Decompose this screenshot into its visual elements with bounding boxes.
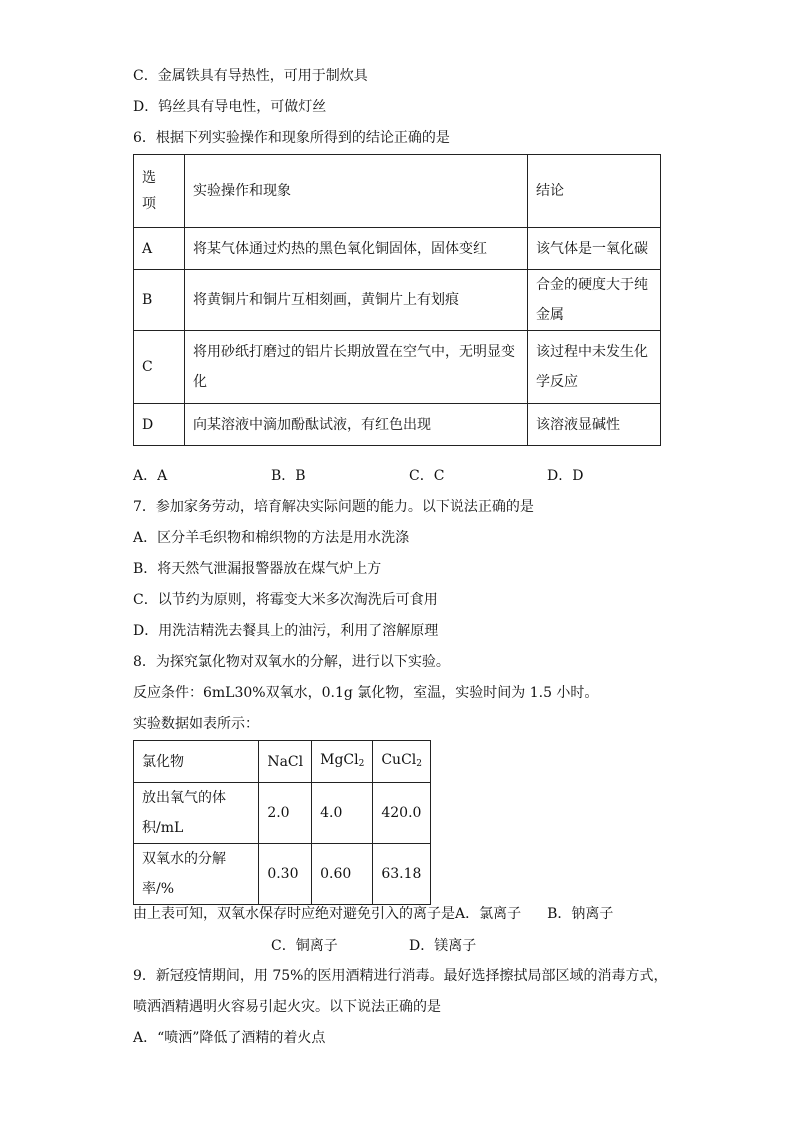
q8-table xyxy=(133,740,431,905)
q8-option-d[interactable]: D．镁离子 xyxy=(409,938,477,954)
table-row xyxy=(134,331,661,404)
q8-stem: 8．为探究氯化物对双氧水的分解，进行以下实验。 xyxy=(133,654,450,670)
option-c-line: C．金属铁具有导热性，可用于制炊具 xyxy=(133,68,368,84)
q9-stem-line2: 喷洒酒精遇明火容易引起火灾。以下说法正确的是 xyxy=(133,999,441,1015)
q6-option-b[interactable]: B．B xyxy=(271,468,306,484)
table-row xyxy=(134,404,661,446)
header-option-label: 选项 xyxy=(142,170,156,212)
q6-stem: 6．根据下列实验操作和现象所得到的结论正确的是 xyxy=(133,130,450,146)
header-cucl2 xyxy=(373,741,431,783)
cell-value: 0.60 xyxy=(312,844,373,905)
row-label: 放出氧气的体积/mL xyxy=(134,783,259,844)
q9-stem-line1: 9．新冠疫情期间，用 75%的医用酒精进行消毒。最好选择擦拭局部区域的消毒方式， xyxy=(133,968,668,984)
q8-data-intro: 实验数据如表所示： xyxy=(133,716,259,732)
table-row xyxy=(134,844,431,905)
row-c-option: C xyxy=(134,331,185,404)
q7-option-c[interactable]: C．以节约为原则，将霉变大米多次淘洗后可食用 xyxy=(133,592,438,608)
q8-condition: 反应条件：6mL30%双氧水，0.1g 氯化物，室温，实验时间为 1.5 小时。 xyxy=(133,685,599,701)
header-chloride: 氯化物 xyxy=(134,741,259,783)
subscript: 2 xyxy=(416,758,422,769)
cell-value: 420.0 xyxy=(373,783,431,844)
compound-nacl: NaCl xyxy=(267,753,304,770)
header-nacl xyxy=(259,741,312,783)
row-a-operation: 将某气体通过灼热的黑色氧化铜固体，固体变红 xyxy=(185,228,528,270)
q7-option-a[interactable]: A．区分羊毛织物和棉织物的方法是用水洗涤 xyxy=(133,530,410,546)
q8-question: 由上表可知，双氧水保存时应绝对避免引入的离子是 xyxy=(133,906,455,922)
q8-option-c[interactable]: C．铜离子 xyxy=(271,938,338,954)
q8-question-line xyxy=(133,904,613,924)
q6-table xyxy=(133,154,661,446)
row-label: 双氧水的分解率/% xyxy=(134,844,259,905)
header-cell-conclusion: 结论 xyxy=(528,155,661,228)
q8-option-a[interactable]: A．氯离子 xyxy=(455,906,522,922)
table-row xyxy=(134,270,661,331)
q7-option-d[interactable]: D．用洗洁精洗去餐具上的油污，利用了溶解原理 xyxy=(133,623,439,639)
header-cell-option xyxy=(134,155,185,228)
cell-value: 63.18 xyxy=(373,844,431,905)
header-cell-operation: 实验操作和现象 xyxy=(185,155,528,228)
q6-option-d[interactable]: D．D xyxy=(547,468,584,484)
header-mgcl2 xyxy=(312,741,373,783)
cell-value: 4.0 xyxy=(312,783,373,844)
row-c-operation: 将用砂纸打磨过的铝片长期放置在空气中，无明显变化 xyxy=(185,331,528,404)
row-b-operation: 将黄铜片和铜片互相刻画，黄铜片上有划痕 xyxy=(185,270,528,331)
row-b-conclusion: 合金的硬度大于纯金属 xyxy=(528,270,661,331)
compound-cucl: CuCl xyxy=(381,751,417,768)
table-row xyxy=(134,228,661,270)
row-a-option: A xyxy=(134,228,185,270)
table-header-row xyxy=(134,741,431,783)
q7-stem: 7．参加家务劳动，培育解决实际问题的能力。以下说法正确的是 xyxy=(133,499,534,515)
subscript: 2 xyxy=(358,758,365,769)
table-header-row xyxy=(134,155,661,228)
row-b-option: B xyxy=(134,270,185,331)
cell-value: 2.0 xyxy=(259,783,312,844)
q7-option-b[interactable]: B．将天然气泄漏报警器放在煤气炉上方 xyxy=(133,561,382,577)
compound-mgcl: MgCl xyxy=(320,751,359,768)
row-a-conclusion: 该气体是一氧化碳 xyxy=(528,228,661,270)
q6-option-c[interactable]: C．C xyxy=(409,468,445,484)
q9-option-a[interactable]: A．“喷洒”降低了酒精的着火点 xyxy=(133,1030,326,1046)
q6-option-a[interactable]: A．A xyxy=(133,468,168,484)
row-d-option: D xyxy=(134,404,185,446)
cell-value: 0.30 xyxy=(259,844,312,905)
option-d-line: D．钨丝具有导电性，可做灯丝 xyxy=(133,99,327,115)
table-row xyxy=(134,783,431,844)
row-d-conclusion: 该溶液显碱性 xyxy=(528,404,661,446)
row-c-conclusion: 该过程中未发生化学反应 xyxy=(528,331,661,404)
row-d-operation: 向某溶液中滴加酚酞试液，有红色出现 xyxy=(185,404,528,446)
q8-option-b[interactable]: B．钠离子 xyxy=(547,906,614,922)
